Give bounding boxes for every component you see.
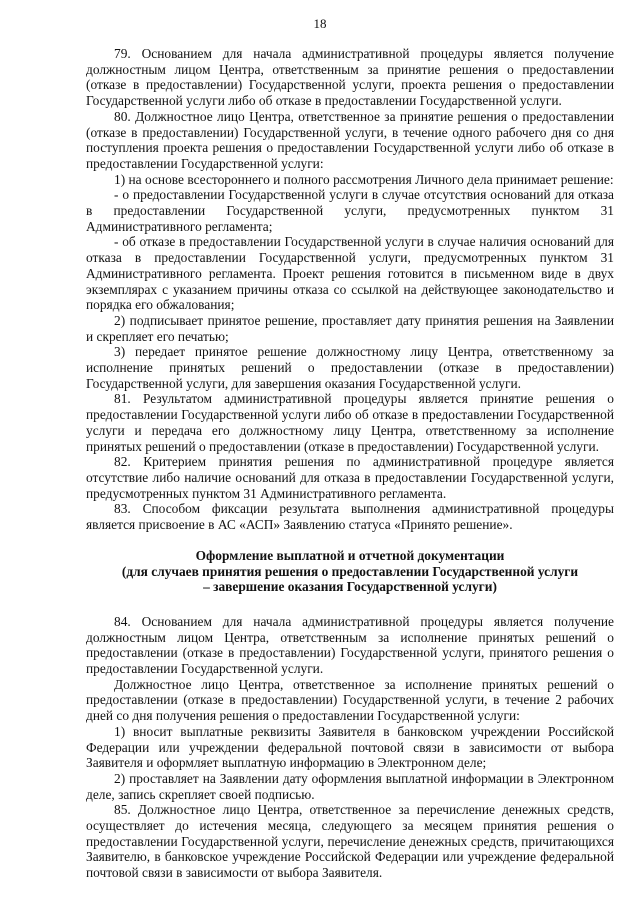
section-heading-line-3: – завершение оказания Государственной услуги) (203, 579, 497, 595)
paragraph-84: 84. Основанием для начала административной процедуры является получение должностным лицом Центра, ответственным за исполнение принятых решений о предоставлении (отказе в предоставлении) Государственной услуги, принятого решения о предоставлении Государственной услуги. (86, 613, 614, 677)
paragraph-84-item-2: 2) проставляет на Заявлении дату оформления выплатной информации в Электронном деле, запись скрепляет своей подписью. (86, 770, 614, 802)
paragraph-79: 79. Основанием для начала административной процедуры является получение должностным лицом Центра, ответственным за принятие решения о предоставлении (отказе в предоставлении) Государственной услуги, проекта решения о предоставлении Государственной услуги либо об отказе в предоставлении Государственной услуги. (86, 46, 614, 109)
paragraph-80-item-2: 2) подписывает принятое решение, проставляет дату принятия решения на Заявлении и скрепляет его печатью; (86, 312, 614, 344)
paragraph-85: 85. Должностное лицо Центра, ответственное за перечисление денежных средств, осуществляет до истечения месяца, следующего за месяцем принятия решения о предоставлении Государственной услуги, перечисление денежных средств, причитающихся Заявителю, в банковское учреждение Российской Федерации или учреждение федеральной почтовой связи в зависимости от выбора Заявителя. (86, 802, 614, 881)
section-spacer (86, 595, 614, 614)
paragraph-80-item-1: 1) на основе всестороннего и полного рассмотрения Личного дела принимает решение: (114, 171, 614, 187)
paragraph-81: 81. Результатом административной процедуры является принятие решения о предоставлении Государственной услуги либо об отказе в предоставлении Государственной услуги и передача его должностному лицу Центра, ответственному за исполнение принятых решений о предоставлении (отказе в предоставлении) Государственной услуги. (86, 391, 614, 454)
paragraph-84-item-1: 1) вносит выплатные реквизиты Заявителя в банковском учреждении Российской Федерации или учреждении федеральной почтовой связи в зависимости от выбора Заявителя и оформляет выплатную информацию в Электронном деле; (86, 723, 614, 771)
paragraph-84-official: Должностное лицо Центра, ответственное за исполнение принятых решений о предоставлении (отказе в предоставлении) Государственной услуги, в течение 2 рабочих дней со дня получения решения о предоставлении Государственной услуги: (86, 676, 614, 724)
page-number: 18 (313, 16, 327, 31)
paragraph-80-item-3: 3) передает принятое решение должностному лицу Центра, ответственному за исполнение принятых решений о предоставлении (отказе в предоставлении) Государственной услуги, для завершения оказания Государственной услуги. (86, 344, 614, 391)
paragraph-80-item-1-refusal: - об отказе в предоставлении Государственной услуги в случае наличия оснований для отказа в предоставлении Государственной услуги, предусмотренных пунктом 31 Административного регламента. Проект решения готовится в письменном виде в двух экземплярах с указанием причины отказа со ссылкой на действующее законодательство и порядка его обжалования; (86, 234, 614, 313)
paragraph-80-item-1-grant: - о предоставлении Государственной услуги в случае отсутствия оснований для отказа в предоставлении Государственной услуги, предусмотренных пунктом 31 Административного регламента; (86, 187, 614, 234)
section-heading-line-2: (для случаев принятия решения о предоставлении Государственной услуги (121, 563, 579, 579)
paragraph-82: 82. Критерием принятия решения по административной процедуре является отсутствие либо наличие оснований для отказа в предоставлении Государственной услуги, предусмотренных пунктом 31 Административного регламента. (86, 454, 614, 501)
section-spacer (86, 533, 614, 548)
document-body (86, 46, 614, 881)
section-heading-line-1: Оформление выплатной и отчетной документации (195, 547, 505, 563)
paragraph-83: 83. Способом фиксации результата выполнения административной процедуры является присвоение в АС «АСП» Заявлению статуса «Принято решение». (86, 501, 614, 533)
paragraph-80: 80. Должностное лицо Центра, ответственное за принятие решения о предоставлении (отказе в предоставлении) Государственной услуги, в течение одного рабочего дня со дня поступления проекта решения о предоставлении Государственной услуги либо об отказе в предоставлении Государственной услуги: (86, 108, 614, 171)
